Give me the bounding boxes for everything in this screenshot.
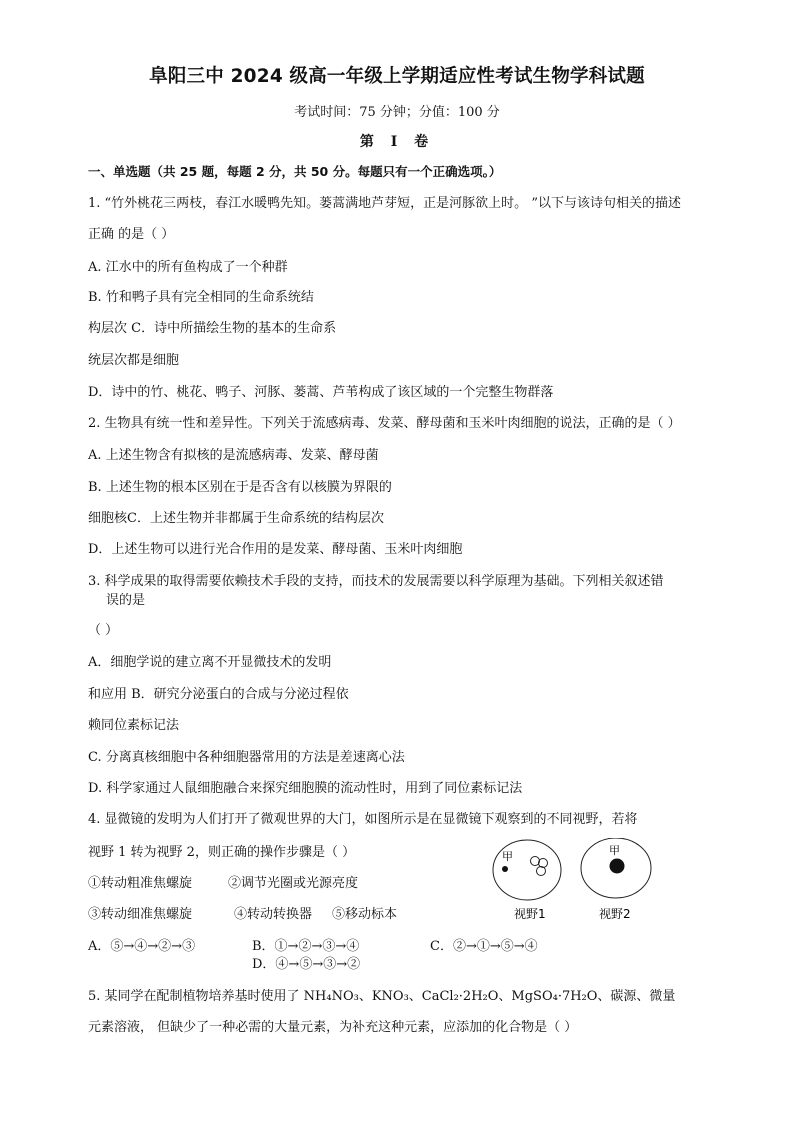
field-2-cell-label: 甲	[609, 844, 620, 857]
q4-step-2: ②调节光圈或光源亮度	[228, 876, 359, 891]
field-1-cell	[537, 867, 546, 876]
q3-stem: 3. 科学成果的取得需要依赖技术手段的支持，而技术的发展需要以科学原理为基础。下列相关叙述错	[88, 574, 664, 589]
q2-stem: 2. 生物具有统一性和差异性。下列关于流感病毒、发菜、酵母菌和玉米叶肉细胞的说法，正确的是（ ）	[88, 416, 681, 431]
q1-option-a: A. 江水中的所有鱼构成了一个种群	[88, 260, 288, 275]
q3-stem-cont: 误的是	[106, 593, 146, 608]
q4-stem: 4. 显微镜的发明为人们打开了微观世界的大门，如图所示是在显微镜下观察到的不同视野，若将	[88, 812, 638, 827]
section-heading: 一、单选题（共 25 题，每题 2 分，共 50 分。每题只有一个正确选项。）	[88, 164, 502, 179]
q3-option-a: A．细胞学说的建立离不开显微技术的发明	[88, 655, 332, 670]
q3-option-c: C. 分离真核细胞中各种细胞器常用的方法是差速离心法	[88, 750, 405, 765]
q3-option-b-cont: 赖同位素标记法	[88, 718, 180, 733]
q1-stem: 1. “竹外桃花三两枝，春江水暖鸭先知。蒌蒿满地芦芽短，正是河豚欲上时。 ”以下与该诗句相关的描述	[88, 196, 681, 211]
q3-option-b: 和应用 B．研究分泌蛋白的合成与分泌过程依	[88, 687, 349, 702]
page-title: 阜阳三中 2024 级高一年级上学期适应性考试生物学科试题	[149, 66, 645, 87]
q4-step-1: ①转动粗准焦螺旋	[88, 876, 193, 891]
q4-choice-d: D．④→⑤→③→②	[252, 957, 361, 972]
field-1-cell-label: 甲	[502, 850, 513, 863]
q4-step-3: ③转动细准焦螺旋	[88, 907, 193, 922]
q4-choice-c: C．②→①→⑤→④	[430, 939, 538, 954]
q4-choice-a: A．⑤→④→②→③	[88, 939, 196, 954]
q1-stem-cont: 正确 的是（ ）	[88, 227, 175, 242]
q4-step-5: ⑤移动标本	[332, 907, 398, 922]
exam-info: 考试时间：75 分钟；分值：100 分	[294, 105, 500, 120]
q3-option-d: D. 科学家通过人鼠细胞融合来探究细胞膜的流动性时，用到了同位素标记法	[88, 781, 523, 796]
q5-stem: 5. 某同学在配制植物培养基时使用了 NH₄NO₃、KNO₃、CaCl₂·2H₂O、MgSO₄·7H₂O、碳源、微量	[88, 989, 676, 1004]
q4-choice-b: B．①→②→③→④	[252, 939, 360, 954]
q2-option-a: A. 上述生物含有拟核的是流感病毒、发菜、酵母菌	[88, 448, 379, 463]
q2-option-b: B. 上述生物的根本区别在于是否含有以核膜为界限的	[88, 480, 392, 495]
microscope-fields-figure	[488, 838, 668, 928]
q4-stem-cont: 视野 1 转为视野 2，则正确的操作步骤是（ ）	[88, 845, 356, 860]
q1-option-d: D．诗中的竹、桃花、鸭子、河豚、蒌蒿、芦苇构成了该区域的一个完整生物群落	[88, 385, 554, 400]
q5-stem-cont: 元素溶液， 但缺少了一种必需的大量元素，为补充这种元素，应添加的化合物是（ ）	[88, 1020, 578, 1035]
q2-option-c: 细胞核C．上述生物并非都属于生命系统的结构层次	[88, 511, 384, 526]
field-1-target-dot	[502, 866, 508, 872]
volume-heading: 第 I 卷	[359, 134, 435, 150]
field-1-label: 视野1	[514, 907, 546, 921]
q1-option-b: B. 竹和鸭子具有完全相同的生命系统结	[88, 290, 314, 305]
field-2-label: 视野2	[599, 907, 631, 921]
q4-step-4: ④转动转换器	[234, 907, 313, 922]
q1-option-c: 构层次 C．诗中所描绘生物的基本的生命系	[88, 321, 337, 336]
field-2-target-dot	[610, 859, 625, 874]
q3-answer-paren: （ ）	[88, 623, 119, 638]
q1-option-c-cont: 统层次都是细胞	[88, 353, 180, 368]
q2-option-d: D．上述生物可以进行光合作用的是发菜、酵母菌、玉米叶肉细胞	[88, 542, 463, 557]
